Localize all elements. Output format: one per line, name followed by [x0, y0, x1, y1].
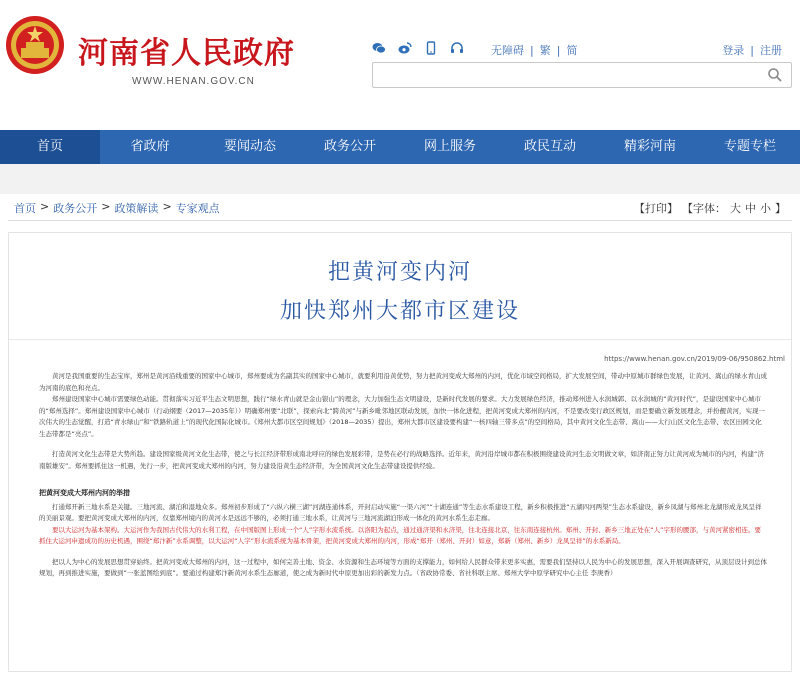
weibo-icon[interactable] — [398, 40, 412, 54]
nav-item-wonderful-henan[interactable]: 精彩河南 — [623, 139, 676, 154]
paragraph: 打造黄河文化生态带是大势所趋。建设国家级黄河文化生态带，使之与长江经济带形成南北呼应的绿色发展彩带，是势在必行的战略选择。近年来，黄河沿岸城市都在积极围绕建设黄河生态文明做文章，如济南正努力让黄河成为城市的内河，构建“济南版雄安”。郑州要抓住这一机遇，先行一步，把黄河变成大郑州的内河，努力建设沿黄生态经济带，为全国黄河文化生态带建设提供经验。 — [39, 450, 764, 470]
nav-shadow-band — [0, 164, 800, 194]
nav-item-online-services[interactable]: 网上服务 — [423, 139, 476, 154]
simplified-chinese-link[interactable]: 简 — [566, 44, 578, 57]
breadcrumb-expert-opinion[interactable]: 专家观点 — [175, 202, 220, 215]
search-box — [372, 62, 792, 88]
site-header — [0, 0, 800, 130]
mobile-app-icon[interactable] — [424, 40, 438, 54]
utility-divider: | — [556, 44, 561, 57]
national-emblem-icon[interactable] — [4, 14, 66, 76]
highlighted-paragraph: 要以大运河为基本架构。大运河作为我国古代伟大的水利工程，在中国版图上形成一个“人”字形水流系统。以洛阳为起点，通过通济渠和永济渠，往北连接北京，往东南连接杭州。郑州、开封、新乡三地正处在“人”字形的腰部，与黄河紧密相连。要抓住大运河申遗成功的历史机遇，围绕“郑汴新”水系调整，以大运河“人字”形水流系统为基本骨架，把黄河变成大郑州的内河，形成“郑开（郑州、开封）如意，郑新（郑州、新乡）龙凤呈祥”的水系新局。 — [39, 525, 761, 545]
auth-divider: | — [750, 44, 754, 57]
paragraph: 黄河是我国重要的生态宝库，郑州是黄河沿线重要的国家中心城市，郑州要成为名副其实的国家中心城市，就要利用沿黄优势，努力把黄河变成大郑州的内河，优化市域空间格局，扩大发展空间，带动中原城市群绿色发展，让黄河、嵩山的绿水青山成为河南的底色和亮点。 — [39, 372, 767, 392]
login-link[interactable]: 登录 — [722, 44, 745, 57]
article-tools — [634, 200, 786, 216]
article-subheading: 把黄河变成大郑州内河的举措 — [39, 489, 130, 497]
nav-item-government-affairs[interactable]: 政务公开 — [323, 139, 376, 154]
breadcrumb-divider — [8, 220, 792, 221]
auth-links — [716, 42, 782, 58]
article-body — [39, 371, 767, 580]
utility-links — [488, 42, 580, 58]
breadcrumb-bar — [8, 194, 792, 220]
nav-item-home[interactable]: 首页 — [0, 130, 100, 164]
breadcrumb-home[interactable]: 首页 — [14, 202, 36, 215]
breadcrumb — [14, 200, 220, 216]
nav-item-special-topics[interactable]: 专题专栏 — [723, 139, 776, 154]
main-nav — [0, 130, 800, 164]
breadcrumb-separator: > — [40, 200, 50, 213]
breadcrumb-policy-interpretation[interactable]: 政策解读 — [114, 202, 159, 215]
site-title[interactable]: 河南省人民政府 — [78, 36, 295, 71]
font-size-close: 】 — [775, 202, 786, 215]
title-divider — [9, 339, 791, 340]
search-input[interactable] — [373, 63, 753, 87]
register-link[interactable]: 注册 — [760, 44, 782, 57]
utility-divider: | — [530, 44, 534, 57]
font-medium-button[interactable]: 中 — [745, 202, 756, 215]
nav-item-provincial-government[interactable]: 省政府 — [130, 139, 170, 154]
print-button[interactable]: 【打印】 — [634, 202, 678, 215]
paragraph: 郑州建设国家中心城市需要绿色动能。贯彻落实习近平生态文明思想，践行“绿水青山就是金山银山”的理念，大力加强生态文明建设，是新时代发展的要求。大力发展绿色经济，推动郑州进入水润城郭、以水润城的“黄河时代”，是建设国家中心城市的“郑州选择”。郑州建设国家中心城市（行动纲要（2017—2035年））明确郑州要“北联”，探索向北“跨黄河”与新乡毗邻地区联动发展，加快一体化进程，把黄河变成大郑州的内河，不是要改变行政区规划，而是要确立新发展理念，并扮靓黄河，实现一次伟大的生态觉醒，打造“青水绿山”和“铁路轨道上”的现代化国际化城市。《郑州大都市区空间规划》（2018—2035）提出，郑州大都市区建设要构建“一核四轴三带多点”的空间格局，其中黄河文化生态带、嵩山——太行山区文化生态带、农区田园文化生态带都是“亮点”。 — [39, 395, 766, 438]
article-panel — [8, 232, 792, 672]
traditional-chinese-link[interactable]: 繁 — [539, 44, 551, 57]
breadcrumb-separator: > — [101, 200, 111, 213]
article-title-line-1: 把黄河变内河 — [327, 260, 472, 285]
wechat-icon[interactable] — [372, 40, 386, 54]
search-icon[interactable] — [767, 67, 783, 83]
breadcrumb-government-affairs[interactable]: 政务公开 — [53, 202, 98, 215]
nav-item-interaction[interactable]: 政民互动 — [523, 139, 576, 154]
paragraph: 把以人为中心的发展思想贯穿始终。把黄河变成大郑州的内河，这一过程中，如何完善土地、资金、水资源和生态环境等方面的支撑能力，如何给人民群众带来更多实惠，需要我们坚持以人民为中心的发展思想，深入开展调查研究，从顶层设计到总体规划，再到推进实施，要做到“一张蓝图绘到底”。要通过构建郑汴新黄河水系生态廊道，使之成为新时代中原更加出彩的新发力点。（省政协常委、省社科联主席、郑州大学中原学研究中心主任 李庚香） — [39, 557, 767, 577]
headset-icon[interactable] — [450, 40, 464, 54]
article-title — [9, 233, 791, 325]
font-size-label: 【字体： — [682, 202, 726, 215]
site-domain: WWW.HENAN.GOV.CN — [132, 76, 255, 87]
accessibility-link[interactable]: 无障碍 — [491, 44, 524, 57]
article-title-line-2: 加快郑州大都市区建设 — [279, 299, 520, 324]
font-small-button[interactable]: 小 — [760, 202, 771, 215]
source-url[interactable]: https://www.henan.gov.cn/2019/09-06/950862.html — [604, 355, 785, 363]
nav-item-news[interactable]: 要闻动态 — [223, 139, 276, 154]
font-large-button[interactable]: 大 — [730, 202, 741, 215]
breadcrumb-separator: > — [162, 200, 172, 213]
social-links — [372, 40, 464, 54]
paragraph: 打通郑开新三地水系是关键。三地河流、湖泊和湿地众多。郑州初步形成了“六纵六横三湖”河湖连通体系，开封启动实施“一渠六河”“十湖连通”等生态水系建设工程，新乡积极推进“五湖四河两渠”生态水系建设，新乡凤湖与郑州北龙湖形成龙凤呈祥的美丽景观。要把黄河变成大郑州的内河，仅靠郑州境内的黄河水是远远不够的，必须打通三地水系，让黄河与三地河流湖泊形成一体化的黄河水系生态走廊。 — [39, 502, 762, 522]
